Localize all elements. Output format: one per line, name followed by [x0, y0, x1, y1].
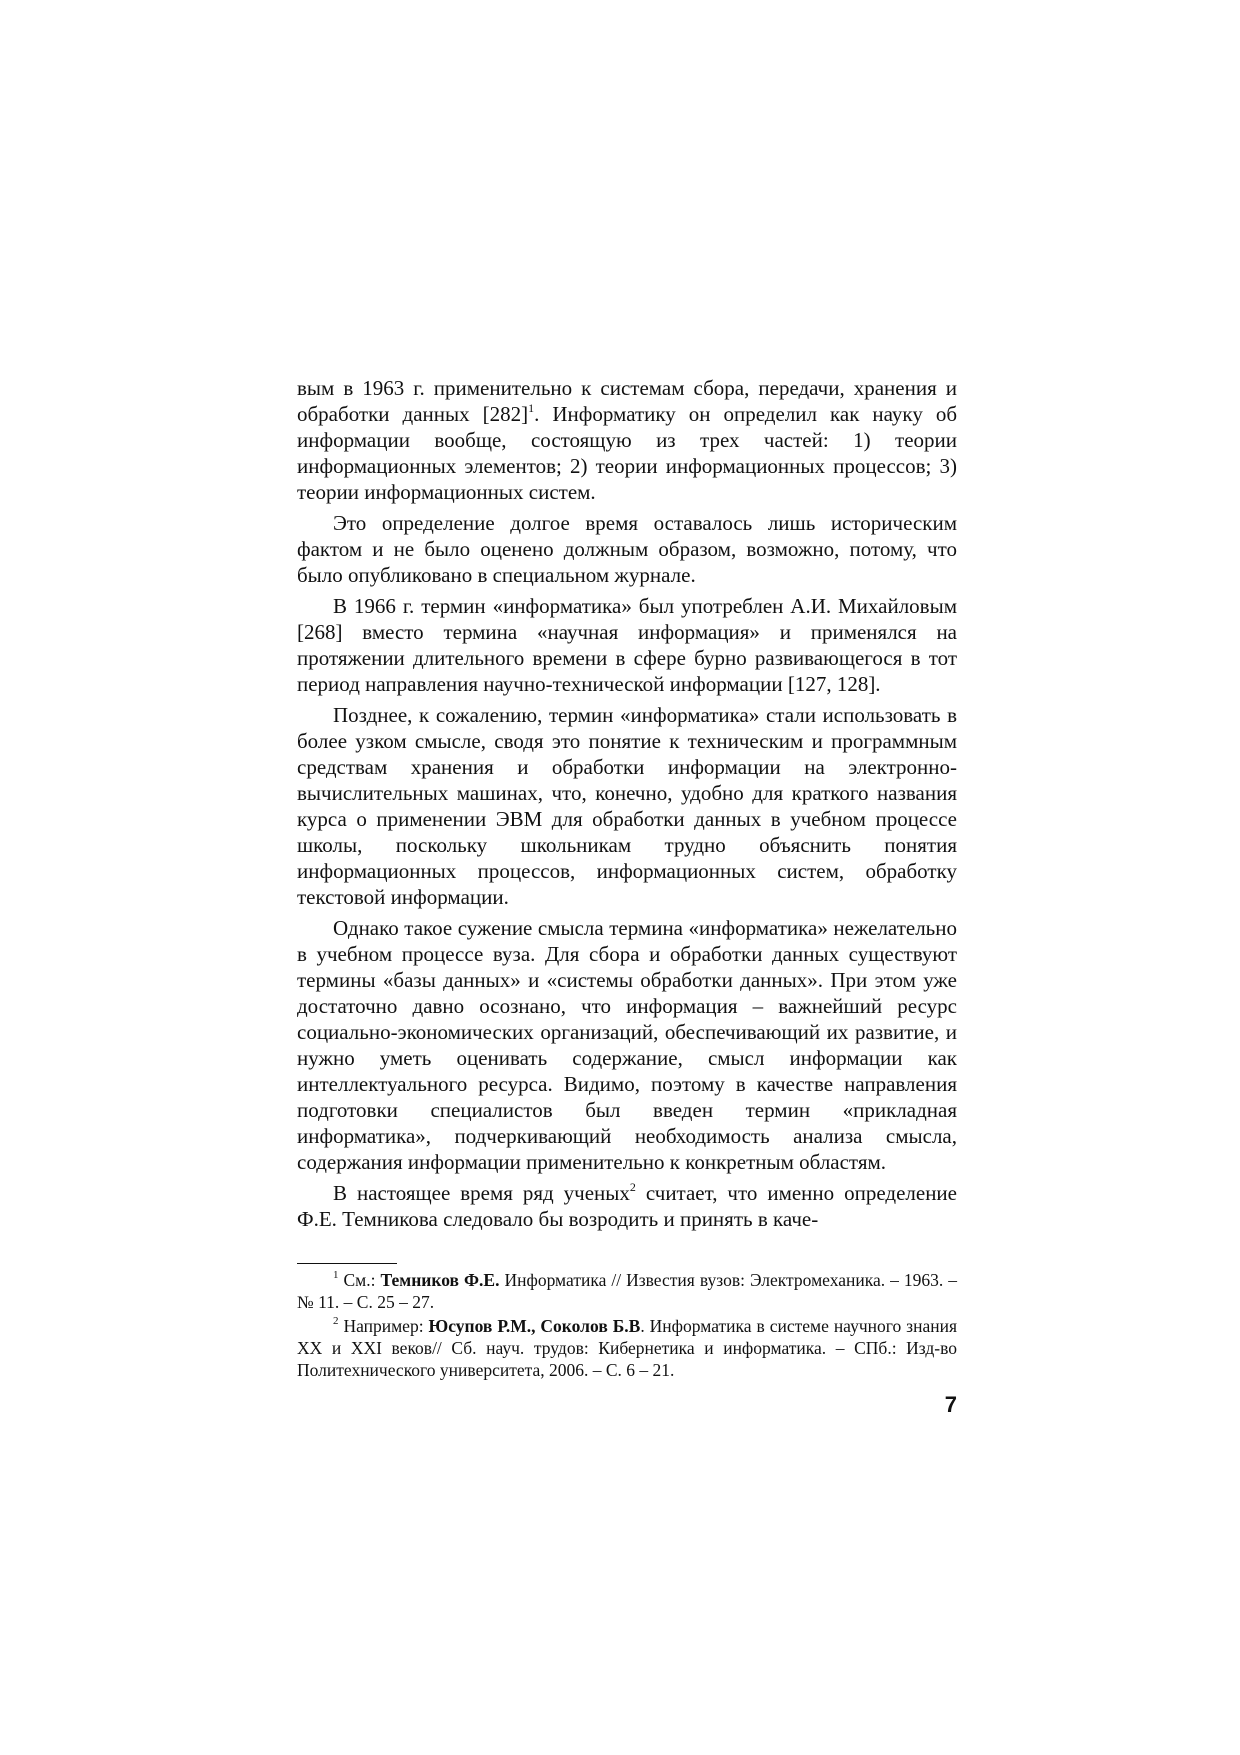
- footnotes: [297, 1269, 957, 1383]
- paragraph-6: [297, 1180, 957, 1232]
- footnote-2-marker: 2: [333, 1315, 339, 1328]
- body-text: [297, 375, 957, 1232]
- paragraph-1-text-a: вым в 1963 г. применительно к системам сбора, передачи, хранения и обработки данных [282]: [297, 376, 957, 426]
- footnote-divider: [297, 1263, 397, 1264]
- footnote-1: [297, 1269, 957, 1313]
- paragraph-6-text-b: считает, что именно определение Ф.Е. Темникова следовало бы возродить и принять в каче-: [297, 1181, 957, 1231]
- footnote-1-text: Информатика // Известия вузов: Электромеханика. – 1963. – № 11. – С. 25 – 27.: [297, 1270, 958, 1312]
- footnote-ref-1[interactable]: 1: [528, 401, 535, 415]
- paragraph-6-text-a: В настоящее время ряд ученых: [333, 1181, 630, 1205]
- footnote-1-prefix: См.:: [338, 1270, 381, 1290]
- page-number: 7: [944, 1392, 957, 1417]
- footnote-1-marker: 1: [333, 1269, 339, 1282]
- paragraph-1: [297, 375, 957, 505]
- paragraph-4: Позднее, к сожалению, термин «информатика» стали использовать в более узком смысле, сводя это понятие к техническим и программным средствам хранения и обработки информации на электронно-вычислительных машинах, что, конечно, удобно для краткого названия курса о применении ЭВМ для обработки данных в учебном процессе школы, поскольку школьникам трудно объяснить понятия информационных процессов, информационных систем, обработку текстовой информации.: [297, 703, 957, 909]
- paragraph-2: Это определение долгое время оставалось лишь историческим фактом и не было оценено должным образом, возможно, потому, что было опубликовано в специальном журнале.: [297, 511, 957, 587]
- footnote-2-text: . Информатика в системе научного знания XX и XXI веков// Сб. науч. трудов: Кибернетика и информатика. – СПб.: Изд-во Политехнического университета, 2006. – С. 6 – 21.: [297, 1316, 958, 1380]
- paragraph-1-text-b: . Информатику он определил как науку об информации вообще, состоящую из трех частей: 1) теории информационных элементов; 2) теории информационных процессов; 3) теории информационных систем.: [297, 402, 957, 504]
- footnote-1-author: Темников Ф.Е.: [380, 1270, 500, 1290]
- footnote-ref-2[interactable]: 2: [629, 1180, 636, 1194]
- footnote-2: [297, 1315, 957, 1381]
- paragraph-5: Однако такое сужение смысла термина «информатика» нежелательно в учебном процессе вуза. Для сбора и обработки данных существуют термины «базы данных» и «системы обработки данных». При этом уже достаточно давно осознано, что информация – важнейший ресурс социально-экономических организаций, обеспечивающий их развитие, и нужно уметь оценивать содержание, смысл информации как интеллектуального ресурса. Видимо, поэтому в качестве направления подготовки специалистов был введен термин «прикладная информатика», подчеркивающий необходимость анализа смысла, содержания информации применительно к конкретным областям.: [297, 916, 957, 1174]
- paragraph-3: В 1966 г. термин «информатика» был употреблен А.И. Михайловым [268] вместо термина «научная информация» и применялся на протяжении длительного времени в сфере бурно развивающегося в тот период направления научно-технической информации [127, 128].: [297, 594, 957, 696]
- footnote-2-prefix: Например:: [338, 1316, 429, 1336]
- footnote-2-author: Юсупов Р.М., Соколов Б.В: [428, 1316, 641, 1336]
